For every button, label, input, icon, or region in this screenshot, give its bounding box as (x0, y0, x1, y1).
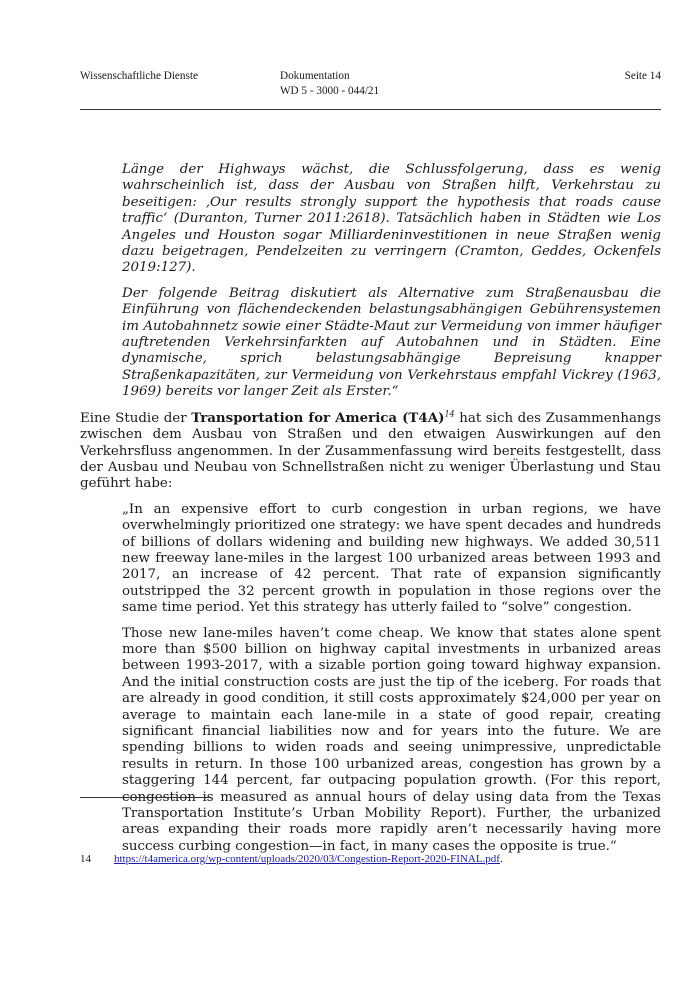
header-divider (80, 109, 661, 110)
footnote (80, 852, 661, 866)
footnote-divider (80, 797, 210, 798)
footnote-number: 14 (80, 853, 91, 865)
body-paragraph-prefix: Eine Studie der (80, 410, 192, 426)
footnote-trailing: . (499, 853, 503, 865)
header-document-info (280, 69, 379, 99)
quote-paragraph-4: Those new lane-miles haven’t come cheap. We know that states alone spent more than $500 billion on highway capital investments in urbanized areas between 1993-2017, with a sizable portion going toward highway expansion. And the initial construction costs are just the tip of the iceberg. For roads that are already in good condition, it still costs approximately $24,000 per year on average to maintain each lane-mile in a state of good repair, creating significant financial liabilities now and for years into the future. We are spending billions to widen roads and seeing unimpressive, unpredictable results in return. In those 100 urbanized areas, congestion has grown by a staggering 144 percent, far outpacing population growth. (For this report, congestion is measured as annual hours of delay using data from the Texas Transportation Institute’s Urban Mobility Report). Further, the urbanized areas expanding their roads more rapidly aren’t necessarily having more success curbing congestion—in fact, in many cases the opposite is true.“ (122, 625, 661, 854)
header-page-number: Seite 14 (624, 70, 661, 82)
organization-name: Transportation for America (T4A) (191, 409, 445, 426)
page-header (80, 69, 661, 109)
header-doc-type: Dokumentation (280, 70, 350, 82)
footnote-reference[interactable]: 14 (444, 409, 455, 419)
page-content (80, 162, 661, 864)
header-organization: Wissenschaftliche Dienste (80, 70, 198, 82)
quote-paragraph-2: Der folgende Beitrag diskutiert als Alternative zum Straßenausbau die Einführung von flächendeckenden belastungsabhängigen Gebührensystemen im Autobahnnetz sowie einer Städte-Maut zur Vermeidung von immer häufiger auftretenden Verkehrsinfarkten auf Autobahnen und in Städten. Eine dynamische, sprich belastungsabhängige Bepreisung knapper Straßenkapazitäten, zur Vermeidung von Verkehrstaus empfahl Vickrey (1963, 1969) bereits vor langer Zeit als Erster.“ (122, 285, 661, 400)
footnote-link[interactable]: https://t4america.org/wp-content/uploads/2020/03/Congestion-Report-2020-FINAL.pdf (114, 853, 500, 865)
quote-paragraph-1: Länge der Highways wächst, die Schlussfolgerung, dass es wenig wahrscheinlich ist, dass der Ausbau von Straßen hilft, Verkehrstau zu beseitigen: ‚Our results strongly support the hypothesis that roads cause traffic‘ (Duranton, Turner 2011:2618). Tatsächlich haben in Städten wie Los Angeles und Houston sogar Milliardeninvestitionen in neue Straßen wenig dazu beigetragen, Pendelzeiten zu verringern (Cramton, Geddes, Ockenfels 2019:127). (122, 162, 661, 276)
body-paragraph (80, 410, 661, 493)
quote-paragraph-3: „In an expensive effort to curb congestion in urban regions, we have overwhelmingly prioritized one strategy: we have spent decades and hundreds of billions of dollars widening and building new highways. We added 30,511 new freeway lane-miles in the largest 100 urbanized areas between 1993 and 2017, an increase of 42 percent. That rate of expansion significantly outstripped the 32 percent growth in population in those regions over the same time period. Yet this strategy has utterly failed to “solve” congestion. (122, 501, 661, 616)
body-paragraph-suffix: hat sich des Zusammenhangs zwischen dem Ausbau von Straßen und den etwaigen Auswirkungen auf den Verkehrsfluss angenommen. In der Zusammenfassung wird bereits festgestellt, dass der Ausbau und Neubau von Schnellstraßen nicht zu weniger Überlastung und Stau geführt habe: (80, 410, 661, 492)
header-doc-id: WD 5 - 3000 - 044/21 (280, 85, 380, 97)
